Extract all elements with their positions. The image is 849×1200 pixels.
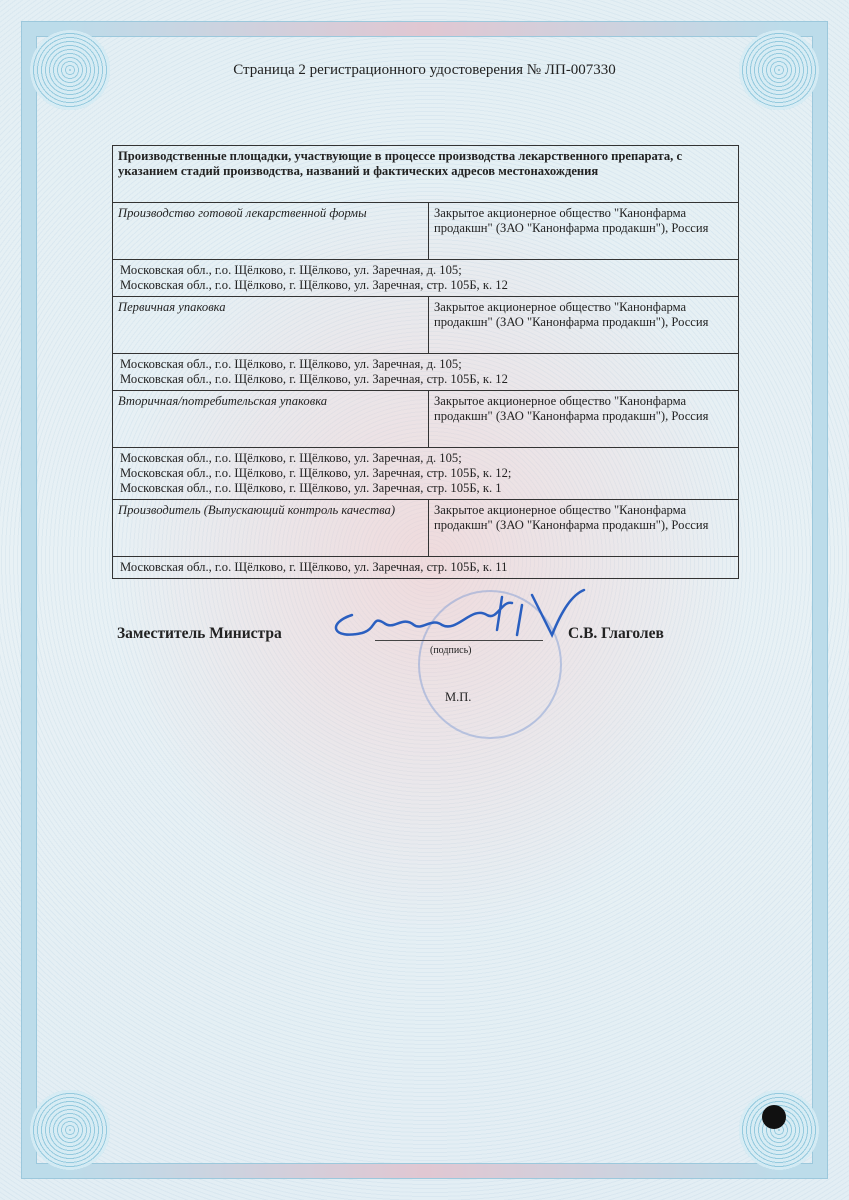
handwritten-signature (322, 585, 592, 645)
page-title: Страница 2 регистрационного удостоверения № ЛП-007330 (233, 62, 616, 78)
address-cell (113, 448, 739, 500)
corner-rosette-icon (30, 1090, 110, 1170)
table-row (113, 448, 739, 500)
company-cell: Закрытое акционерное общество "Канонфарма продакшн" (ЗАО "Канонфарма продакшн"), Россия (429, 203, 739, 260)
company-cell: Закрытое акционерное общество "Канонфарма продакшн" (ЗАО "Канонфарма продакшн"), Россия (429, 500, 739, 557)
address-line: Московская обл., г.о. Щёлково, г. Щёлково, ул. Заречная, д. 105; (120, 263, 462, 277)
address-line: Московская обл., г.о. Щёлково, г. Щёлково, ул. Заречная, стр. 105Б, к. 12 (120, 372, 508, 386)
address-line: Московская обл., г.о. Щёлково, г. Щёлково, ул. Заречная, стр. 105Б, к. 11 (120, 560, 508, 574)
address-cell (113, 260, 739, 297)
stage-cell: Вторичная/потребительская упаковка (113, 391, 429, 448)
signatory-name: С.В. Глаголев (568, 625, 664, 642)
table-header: Производственные площадки, участвующие в процессе производства лекарственного препарата, с указанием стадий производства, названий и фактических адресов местонахождения (113, 146, 739, 203)
frame-accent-bottom (60, 1164, 789, 1178)
frame-accent-top (60, 22, 789, 36)
address-line: Московская обл., г.о. Щёлково, г. Щёлково, ул. Заречная, стр. 105Б, к. 12 (120, 278, 508, 292)
stage-cell: Производитель (Выпускающий контроль качества) (113, 500, 429, 557)
address-line: Московская обл., г.о. Щёлково, г. Щёлково, ул. Заречная, стр. 105Б, к. 1 (120, 481, 502, 495)
company-cell: Закрытое акционерное общество "Канонфарма продакшн" (ЗАО "Канонфарма продакшн"), Россия (429, 297, 739, 354)
table-row (113, 557, 739, 579)
signature-line (375, 640, 543, 641)
address-line: Московская обл., г.о. Щёлково, г. Щёлково, ул. Заречная, д. 105; (120, 451, 462, 465)
table-row (113, 203, 739, 260)
signatory-position: Заместитель Министра (117, 625, 282, 642)
company-cell: Закрытое акционерное общество "Канонфарма продакшн" (ЗАО "Канонфарма продакшн"), Россия (429, 391, 739, 448)
production-sites-table (112, 145, 739, 579)
table-row (113, 354, 739, 391)
corner-rosette-icon (739, 1090, 819, 1170)
stamp-mark: М.П. (445, 690, 472, 704)
table-row (113, 297, 739, 354)
stage-cell: Первичная упаковка (113, 297, 429, 354)
table-row (113, 500, 739, 557)
signature-caption: (подпись) (430, 645, 472, 656)
address-line: Московская обл., г.о. Щёлково, г. Щёлково, ул. Заречная, стр. 105Б, к. 12; (120, 466, 512, 480)
table-row (113, 391, 739, 448)
address-cell (113, 557, 739, 579)
stage-cell: Производство готовой лекарственной формы (113, 203, 429, 260)
address-line: Московская обл., г.о. Щёлково, г. Щёлково, ул. Заречная, д. 105; (120, 357, 462, 371)
punch-hole (762, 1105, 786, 1129)
table-row (113, 260, 739, 297)
address-cell (113, 354, 739, 391)
